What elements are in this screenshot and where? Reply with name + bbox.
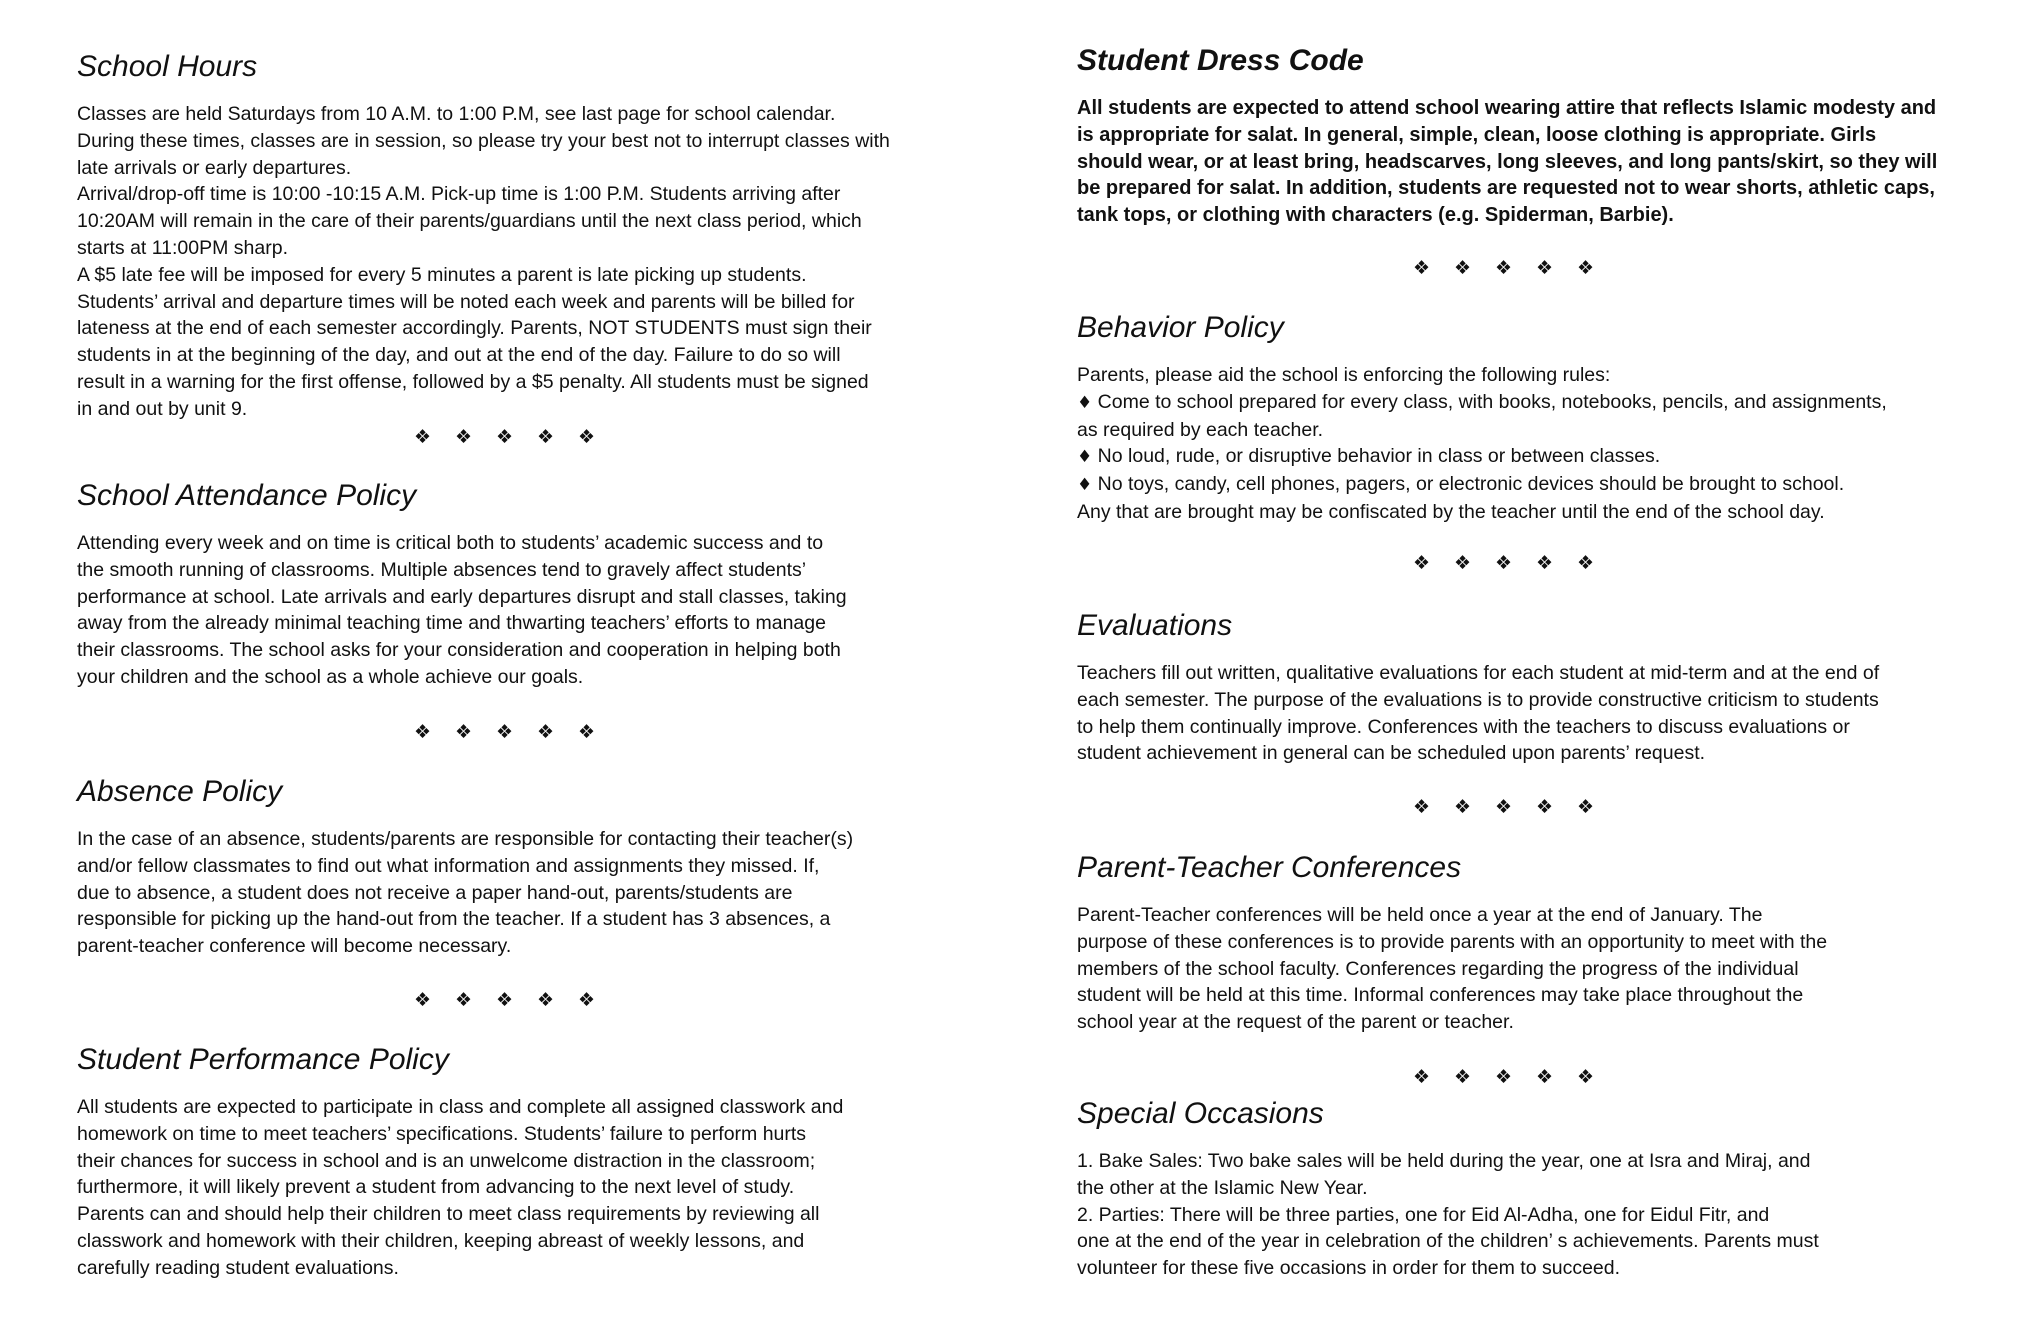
behavior-rule [1077, 389, 1887, 417]
text-line: late arrivals or early departures. [77, 156, 352, 179]
conferences-heading: Parent-Teacher Conferences [1077, 851, 1462, 884]
text-line: each semester. The purpose of the evaluations is to provide constructive criticism to students [1077, 688, 1879, 711]
text-line: All students are expected to participate in class and complete all assigned classwork and [77, 1096, 844, 1118]
text-line: the smooth running of classrooms. Multiple absences tend to gravely affect students’ [77, 558, 807, 581]
ornament-icon: ❖ [537, 426, 555, 448]
section-separator [1413, 255, 1618, 281]
ornament-icon: ❖ [496, 426, 514, 448]
text-line: student will be held at this time. Informal conferences may take place throughout the [1077, 984, 1804, 1007]
ornament-icon: ❖ [1413, 796, 1431, 818]
text-line: All students are expected to attend school wearing attire that reflects Islamic modesty and [1077, 97, 1937, 119]
performance-heading: Student Performance Policy [77, 1043, 449, 1076]
text-line: Classes are held Saturdays from 10 A.M. to 1:00 P.M, see last page for school calendar. [77, 103, 836, 125]
text-line: carefully reading student evaluations. [77, 1256, 399, 1279]
text-line: in and out by unit 9. [77, 397, 248, 420]
dress-code-heading: Student Dress Code [1077, 44, 1364, 77]
school-hours-text [77, 101, 890, 423]
text-line: 1. Bake Sales: Two bake sales will be held during the year, one at Isra and Miraj, and [1077, 1150, 1811, 1172]
text-line: one at the end of the year in celebration of the children’ s achievements. Parents must [1077, 1230, 1819, 1253]
ornament-icon: ❖ [455, 721, 473, 743]
diamond-bullet-icon: ♦ [1077, 475, 1093, 496]
ornament-icon: ❖ [455, 989, 473, 1011]
section-separator [414, 719, 619, 745]
school-hours-heading: School Hours [77, 50, 258, 83]
behavior-rule-continuation: as required by each teacher. [1077, 418, 1324, 441]
text-line: responsible for picking up the hand-out from the teacher. If a student has 3 absences, a [77, 908, 831, 931]
text-line: due to absence, a student does not receive a paper hand-out, parents/students are [77, 881, 793, 904]
section-separator [1413, 550, 1618, 576]
text-line: students in at the beginning of the day, and out at the end of the day. Failure to do so will [77, 344, 841, 367]
text-line: purpose of these conferences is to provide parents with an opportunity to meet with the [1077, 930, 1828, 953]
section-separator [1413, 1064, 1618, 1090]
text-line: volunteer for these five occasions in order for them to succeed. [1077, 1257, 1621, 1280]
diamond-bullet-icon: ♦ [1077, 392, 1093, 413]
ornament-icon: ❖ [1536, 552, 1554, 574]
behavior-closing: Any that are brought may be confiscated by the teacher until the end of the school day. [1077, 500, 1825, 523]
behavior-text [1077, 362, 1887, 526]
text-line: to help them continually improve. Conferences with the teachers to discuss evaluations or [1077, 715, 1850, 738]
text-line: their chances for success in school and is an unwelcome distraction in the classroom; [77, 1149, 816, 1172]
ornament-icon: ❖ [537, 721, 555, 743]
text-line: 2. Parties: There will be three parties, one for Eid Al-Adha, one for Eidul Fitr, and [1077, 1203, 1770, 1226]
rule-text: No toys, candy, cell phones, pagers, or electronic devices should be brought to school. [1097, 473, 1845, 496]
text-line: homework on time to meet teachers’ specifications. Students’ failure to perform hurts [77, 1122, 807, 1145]
ornament-icon: ❖ [414, 989, 432, 1011]
absence-text [77, 826, 853, 960]
ornament-icon: ❖ [455, 426, 473, 448]
dress-code-text [1077, 95, 1937, 229]
ornament-icon: ❖ [1495, 257, 1513, 279]
text-line: parent-teacher conference will become necessary. [77, 935, 512, 958]
text-line: In the case of an absence, students/parents are responsible for contacting their teacher(s) [77, 828, 854, 850]
ornament-icon: ❖ [496, 721, 514, 743]
text-line: tank tops, or clothing with characters (e.g. Spiderman, Barbie). [1077, 204, 1674, 227]
text-line: A $5 late fee will be imposed for every 5 minutes a parent is late picking up students. [77, 263, 807, 286]
text-line: classwork and homework with their children, keeping abreast of weekly lessons, and [77, 1229, 805, 1252]
performance-text [77, 1094, 843, 1282]
text-line: student achievement in general can be scheduled upon parents’ request. [1077, 742, 1706, 765]
ornament-icon: ❖ [1413, 257, 1431, 279]
ornament-icon: ❖ [1536, 257, 1554, 279]
ornament-icon: ❖ [1495, 552, 1513, 574]
text-line: their classrooms. The school asks for your consideration and cooperation in helping both [77, 639, 841, 662]
ornament-icon: ❖ [537, 989, 555, 1011]
ornament-icon: ❖ [1495, 796, 1513, 818]
ornament-icon: ❖ [1577, 1066, 1595, 1088]
text-line: should wear, or at least bring, headscarves, long sleeves, and long pants/skirt, so they will [1077, 150, 1938, 173]
ornament-icon: ❖ [1454, 552, 1472, 574]
text-line: 10:20AM will remain in the care of their parents/guardians until the next class period, which [77, 210, 862, 233]
ornament-icon: ❖ [1454, 1066, 1472, 1088]
evaluations-heading: Evaluations [1077, 609, 1233, 642]
ornament-icon: ❖ [414, 426, 432, 448]
text-line: is appropriate for salat. In general, simple, clean, loose clothing is appropriate. Girls [1077, 123, 1877, 146]
conferences-text [1077, 902, 1827, 1036]
text-line: members of the school faculty. Conferences regarding the progress of the individual [1077, 957, 1799, 980]
text-line: Arrival/drop-off time is 10:00 -10:15 A.M. Pick-up time is 1:00 P.M. Students arriving after [77, 183, 841, 206]
ornament-icon: ❖ [578, 426, 596, 448]
ornament-icon: ❖ [1577, 552, 1595, 574]
behavior-rule [1077, 443, 1887, 471]
rule-text: Come to school prepared for every class, with books, notebooks, pencils, and assignments, [1097, 390, 1887, 413]
ornament-icon: ❖ [1536, 796, 1554, 818]
text-line: Attending every week and on time is critical both to students’ academic success and to [77, 532, 824, 554]
ornament-icon: ❖ [496, 989, 514, 1011]
occasions-heading: Special Occasions [1077, 1097, 1324, 1130]
attendance-text [77, 530, 847, 691]
ornament-icon: ❖ [578, 721, 596, 743]
behavior-intro: Parents, please aid the school is enforcing the following rules: [1077, 364, 1611, 386]
ornament-icon: ❖ [1413, 552, 1431, 574]
text-line: Students’ arrival and departure times will be noted each week and parents will be billed for [77, 290, 855, 313]
text-line: be prepared for salat. In addition, students are requested not to wear shorts, athletic caps, [1077, 177, 1935, 200]
text-line: starts at 11:00PM sharp. [77, 236, 288, 259]
ornament-icon: ❖ [414, 721, 432, 743]
text-line: your children and the school as a whole achieve our goals. [77, 665, 584, 688]
text-line: Parent-Teacher conferences will be held once a year at the end of January. The [1077, 904, 1763, 926]
ornament-icon: ❖ [1454, 257, 1472, 279]
text-line: furthermore, it will likely prevent a student from advancing to the next level of study. [77, 1176, 795, 1199]
section-separator [414, 987, 619, 1013]
text-line: Parents can and should help their children to meet class requirements by reviewing all [77, 1203, 820, 1226]
text-line: lateness at the end of each semester accordingly. Parents, NOT STUDENTS must sign their [77, 317, 872, 340]
section-separator [1413, 794, 1618, 820]
occasions-text [1077, 1148, 1819, 1282]
section-separator [414, 424, 619, 450]
text-line: performance at school. Late arrivals and early departures disrupt and stall classes, taking [77, 585, 847, 608]
ornament-icon: ❖ [1577, 257, 1595, 279]
behavior-rule [1077, 471, 1887, 499]
ornament-icon: ❖ [1454, 796, 1472, 818]
text-line: school year at the request of the parent or teacher. [1077, 1011, 1514, 1034]
behavior-heading: Behavior Policy [1077, 311, 1284, 344]
ornament-icon: ❖ [578, 989, 596, 1011]
diamond-bullet-icon: ♦ [1077, 447, 1093, 468]
evaluations-text [1077, 660, 1879, 767]
text-line: Teachers fill out written, qualitative evaluations for each student at mid-term and at the end of [1077, 662, 1880, 684]
text-line: result in a warning for the first offense, followed by a $5 penalty. All students must be signed [77, 370, 869, 393]
text-line: and/or fellow classmates to find out what information and assignments they missed. If, [77, 854, 820, 877]
text-line: away from the already minimal teaching time and thwarting teachers’ efforts to manage [77, 612, 826, 635]
attendance-heading: School Attendance Policy [77, 479, 417, 512]
text-line: During these times, classes are in session, so please try your best not to interrupt classes with [77, 129, 890, 152]
ornament-icon: ❖ [1536, 1066, 1554, 1088]
ornament-icon: ❖ [1577, 796, 1595, 818]
ornament-icon: ❖ [1413, 1066, 1431, 1088]
ornament-icon: ❖ [1495, 1066, 1513, 1088]
absence-heading: Absence Policy [77, 775, 283, 808]
text-line: the other at the Islamic New Year. [1077, 1176, 1368, 1199]
rule-text: No loud, rude, or disruptive behavior in class or between classes. [1097, 445, 1661, 468]
